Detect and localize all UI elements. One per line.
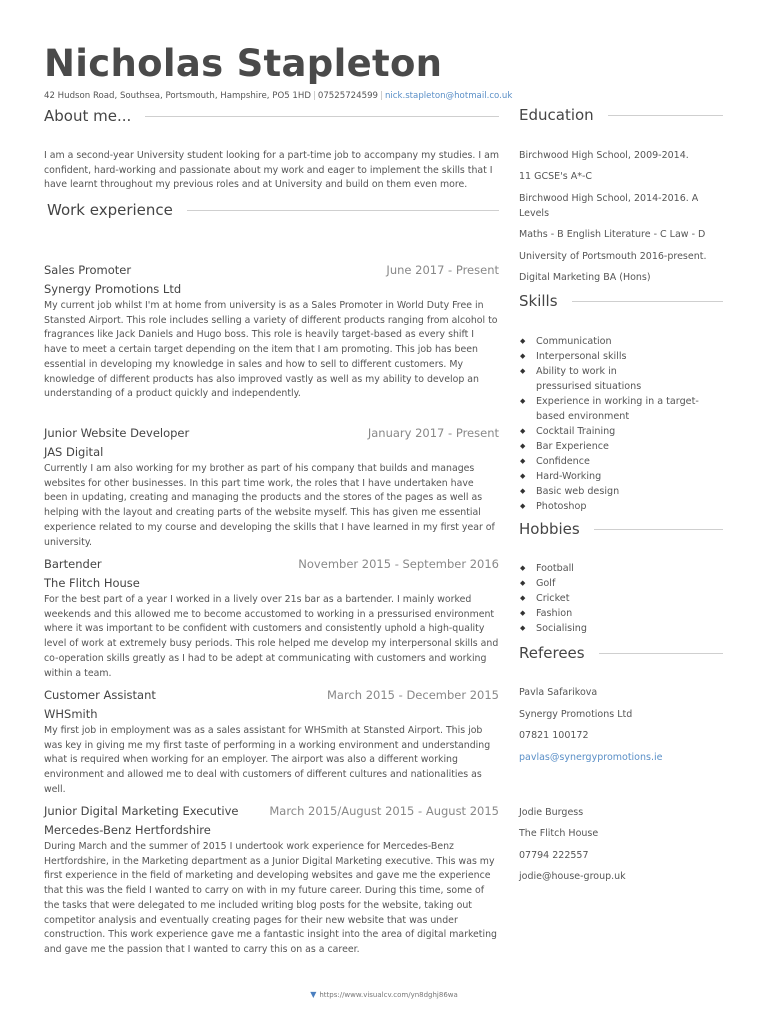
contact-email-link[interactable]: nick.stapleton@hotmail.co.uk bbox=[384, 91, 513, 101]
referee-company: Synergy Promotions Ltd bbox=[519, 709, 633, 720]
job-description: My current job whilst I'm at home from university is as a Sales Promoter in World Duty Free in Stansted Airport. This role includes selling a variety of different products ranging from alcohol to fragrances like Jack Daniels and Hugo boss. This role is heavily target-based as every shift I have to meet a certain target depending on the item that I am promoting. This job has been essential in developing my knowledge in sales and how to sell to different customers. My knowledge of different products has also improved vastly as well as my ability to develop an understanding of a product quickly and independently. bbox=[44, 300, 498, 400]
section-divider bbox=[145, 116, 499, 117]
referee-name: Pavla Safarikova bbox=[519, 687, 598, 698]
education-item: 11 GCSE's A*-C bbox=[519, 171, 593, 182]
education-item: University of Portsmouth 2016-present. bbox=[519, 251, 707, 262]
list-item: ◆ Fashion bbox=[519, 606, 709, 621]
skills-section-header bbox=[519, 292, 723, 310]
job-entry bbox=[44, 687, 499, 798]
skills-title: Skills bbox=[519, 292, 558, 310]
hobbies-section-header bbox=[519, 520, 723, 538]
job-dates: June 2017 - Present bbox=[386, 263, 499, 277]
contact-line: 42 Hudson Road, Southsea, Portsmouth, Hampshire, PO5 1HD | 07525724599 | nick.stapleton@hotmail.co.uk bbox=[44, 91, 513, 101]
list-item: ◆ Cricket bbox=[519, 591, 709, 606]
referees-title: Referees bbox=[519, 644, 585, 662]
contact-address: 42 Hudson Road, Southsea, Portsmouth, Hampshire, PO5 1HD bbox=[44, 91, 311, 101]
job-company: JAS Digital bbox=[44, 445, 104, 459]
job-description: My first job in employment was as a sales assistant for WHSmith at Stansted Airport. This job was key in giving me my first taste of performing in a working environment and understanding what is required when working for an employer. The airport was also a different working environment and allowed me to deal with customers of different cultures and nationalities as well. bbox=[44, 725, 491, 795]
list-item: ◆ Hard-Working bbox=[519, 469, 709, 484]
list-item: ◆ Communication bbox=[519, 334, 709, 349]
job-description: For the best part of a year I worked in a lively over 21s bar as a bartender. I mainly worked weekends and this allowed me to become accustomed to working in a pressurised environment where it was important to be confident with customers and consistently uphold a high-quality level of work at extremely busy periods. This role helped me develop my interpersonal skills and co-operation skills greatly as I had to be adept at communicating with customers and working within a team. bbox=[44, 594, 499, 679]
section-divider bbox=[608, 115, 723, 116]
skills-list bbox=[519, 334, 709, 514]
job-company: WHSmith bbox=[44, 707, 98, 721]
section-divider bbox=[594, 529, 723, 530]
education-item: Digital Marketing BA (Hons) bbox=[519, 272, 651, 283]
job-company: The Flitch House bbox=[44, 576, 140, 590]
job-dates: November 2015 - September 2016 bbox=[298, 557, 499, 571]
work-title: Work experience bbox=[47, 201, 173, 219]
hobbies-title: Hobbies bbox=[519, 520, 580, 538]
referee-email: jodie@house-group.uk bbox=[519, 871, 626, 882]
referee-phone: 07821 100172 bbox=[519, 730, 589, 741]
list-item: ◆ Basic web design bbox=[519, 484, 709, 499]
referee-name: Jodie Burgess bbox=[519, 807, 584, 818]
list-item: ◆ Confidence bbox=[519, 454, 709, 469]
referee-company: The Flitch House bbox=[519, 828, 599, 839]
job-title: Customer Assistant bbox=[44, 688, 156, 702]
job-title: Bartender bbox=[44, 557, 102, 571]
job-company: Mercedes-Benz Hertfordshire bbox=[44, 823, 211, 837]
list-item: ◆ Photoshop bbox=[519, 499, 709, 514]
about-section-header bbox=[44, 107, 499, 125]
section-divider bbox=[572, 301, 723, 302]
education-title: Education bbox=[519, 106, 594, 124]
visualcv-logo-icon: ▼ bbox=[310, 990, 317, 999]
education-item: Birchwood High School, 2014-2016. A Levels bbox=[519, 193, 699, 219]
contact-phone: 07525724599 bbox=[317, 91, 379, 101]
job-title: Junior Digital Marketing Executive bbox=[44, 804, 239, 818]
job-company: Synergy Promotions Ltd bbox=[44, 282, 182, 296]
list-item: ◆ Golf bbox=[519, 576, 709, 591]
list-item: ◆ Socialising bbox=[519, 621, 709, 636]
job-entry bbox=[44, 556, 499, 681]
education-section-header bbox=[519, 106, 723, 124]
job-title: Junior Website Developer bbox=[44, 426, 190, 440]
job-entry bbox=[44, 262, 499, 402]
section-divider bbox=[599, 653, 723, 654]
about-title: About me... bbox=[44, 107, 132, 125]
job-description: During March and the summer of 2015 I undertook work experience for Mercedes-Benz Hertfordshire, in the Marketing department as a Junior Digital Marketing executive. This was my first experience in the field of marketing and developing websites and gave me the experience that this was the field I wanted to carry on with in my future career. During this time, some of the tasks that were delegated to me included writing blog posts for the website, taking out competitor analysis and eventually creating pages for their new website that was under construction. This work experience gave me a fantastic insight into the area of digital marketing and gave me the passion that I wanted to carry this on as a career. bbox=[44, 841, 497, 955]
list-item: ◆ Ability to work in pressurised situations bbox=[519, 364, 666, 394]
hobbies-list bbox=[519, 561, 709, 636]
job-entry bbox=[44, 803, 499, 958]
list-item: ◆ Bar Experience bbox=[519, 439, 709, 454]
education-item: Maths - B English Literature - C Law - D bbox=[519, 229, 706, 240]
job-dates: March 2015/August 2015 - August 2015 bbox=[269, 804, 499, 818]
referee-email-link[interactable]: pavlas@synergypromotions.ie bbox=[519, 752, 663, 763]
footer bbox=[0, 990, 768, 999]
list-item: ◆ Interpersonal skills bbox=[519, 349, 709, 364]
about-text: I am a second-year University student looking for a part-time job to accompany my studies. I am confident, hard-working and passionate about my work and eager to implement the skills that I have learnt throughout my previous roles and at University and build on them even more. bbox=[44, 150, 500, 191]
list-item: ◆ Cocktail Training bbox=[519, 424, 709, 439]
education-item: Birchwood High School, 2009-2014. bbox=[519, 150, 689, 161]
list-item: ◆ Experience in working in a target-based environment bbox=[519, 394, 701, 424]
referee-phone: 07794 222557 bbox=[519, 850, 589, 861]
job-entry bbox=[44, 425, 499, 550]
section-divider bbox=[187, 210, 499, 211]
job-dates: January 2017 - Present bbox=[367, 426, 499, 440]
job-dates: March 2015 - December 2015 bbox=[327, 688, 499, 702]
referees-section-header bbox=[519, 644, 723, 662]
work-section-header bbox=[47, 201, 499, 219]
resume-name: Nicholas Stapleton bbox=[44, 42, 443, 85]
job-title: Sales Promoter bbox=[44, 263, 132, 277]
job-description: Currently I am also working for my brother as part of his company that builds and manages websites for other businesses. In this part time work, the roles that I have undertaken have been in updating, creating and managing the products and the stores of the pages as well as helping with the layout and creating parts of the website myself. This has given me essential experience related to my course and developing the skills that I have learned in my first year of university. bbox=[44, 463, 495, 548]
footer-url-link[interactable]: https://www.visualcv.com/yn8dghj86wa bbox=[319, 991, 458, 999]
list-item: ◆ Football bbox=[519, 561, 709, 576]
